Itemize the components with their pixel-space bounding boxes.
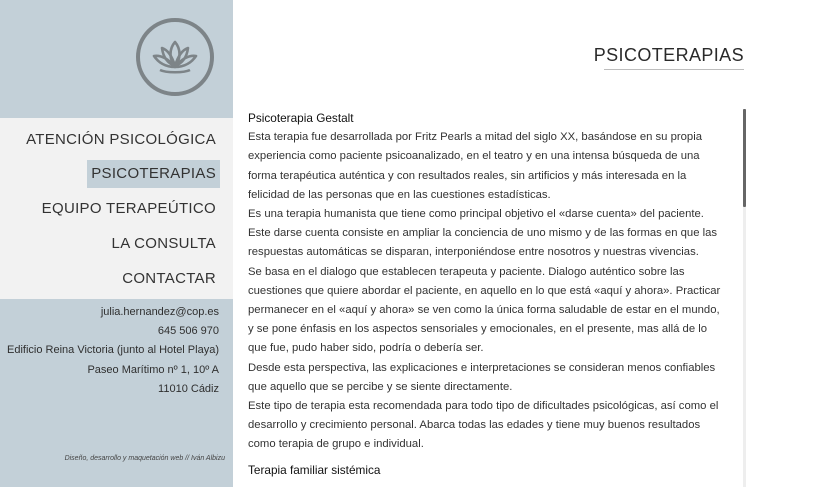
section-heading: Psicoterapia Gestalt	[248, 111, 354, 125]
paragraph: Este tipo de terapia esta recomendada para todo tipo de dificultades psicológicas, así como el desarrollo y crecimiento personal. Abarca todas las edades y tiene muy buenos resultados como terapia de grupo e individual.	[248, 400, 719, 451]
nav-item-la-consulta[interactable]: LA CONSULTA	[111, 235, 216, 252]
contact-street: Paseo Marítimo nº 1, 10º A	[87, 363, 219, 376]
paragraph: Esta terapia fue desarrollada por Fritz Pearls a mitad del siglo XX, basándose en su propia experiencia como paciente psicoanalizado, en el teatro y en una intensa búsqueda de una forma terapéutica auténtica y con resultados reales, sin artificios y más interesada en la felicidad de las personas que en las cuestiones estadísticas.	[248, 131, 703, 201]
nav-item-psicoterapias[interactable]: PSICOTERAPIAS	[87, 160, 220, 188]
paragraph: Es una terapia humanista que tiene como principal objetivo el «darse cuenta» del paciente. Este darse cuenta consiste en ampliar la conciencia de uno mismo y de las formas en que las respuestas automáticas se disparan, interponiéndose entre nosotros y nuestras vivencias.	[248, 208, 718, 259]
main-nav	[0, 118, 233, 299]
main-content	[233, 0, 820, 487]
contact-city: 11010 Cádiz	[158, 382, 219, 395]
section-heading: Terapia familiar sistémica	[248, 462, 381, 477]
contact-info	[7, 303, 219, 399]
scrollbar-thumb[interactable]	[743, 109, 746, 207]
paragraph: Desde esta perspectiva, las explicaciones e interpretaciones se consideran menos confiables que aquello que se percibe y se siente directamente.	[248, 361, 716, 393]
paragraph: Se basa en el dialogo que establecen terapeuta y paciente. Dialogo auténtico sobre las cuestiones que quiere abordar el paciente, en aquello en lo que está «aquí y ahora». Practicar permanecer en el «aquí y ahora» se ven como la única forma saludable de estar en el mundo, y se pone énfasis en los aspectos sensoriales y emocionales, en el presente, mas allá de lo que fue, pudo haber sido, podría o debería ser.	[248, 265, 721, 355]
contact-building: Edificio Reina Victoria (junto al Hotel Playa)	[7, 344, 219, 357]
scrollbar[interactable]	[743, 109, 746, 487]
article-scroll-area[interactable]	[248, 109, 724, 487]
contact-phone: 645 506 970	[157, 325, 219, 338]
design-credit[interactable]: Diseño, desarrollo y maquetación web // Iván Albizu	[64, 455, 225, 462]
lotus-icon	[148, 30, 202, 84]
title-divider	[604, 69, 744, 70]
contact-email[interactable]: julia.hernandez@cop.es	[100, 306, 219, 318]
nav-item-atencion-psicologica[interactable]: ATENCIÓN PSICOLÓGICA	[26, 131, 216, 148]
nav-item-contactar[interactable]: CONTACTAR	[122, 270, 216, 287]
logo[interactable]	[136, 18, 214, 96]
page-title: PSICOTERAPIAS	[593, 45, 744, 65]
sidebar-header	[0, 0, 233, 118]
nav-item-equipo-terapeutico[interactable]: EQUIPO TERAPEÚTICO	[41, 200, 216, 217]
sidebar	[0, 0, 233, 487]
